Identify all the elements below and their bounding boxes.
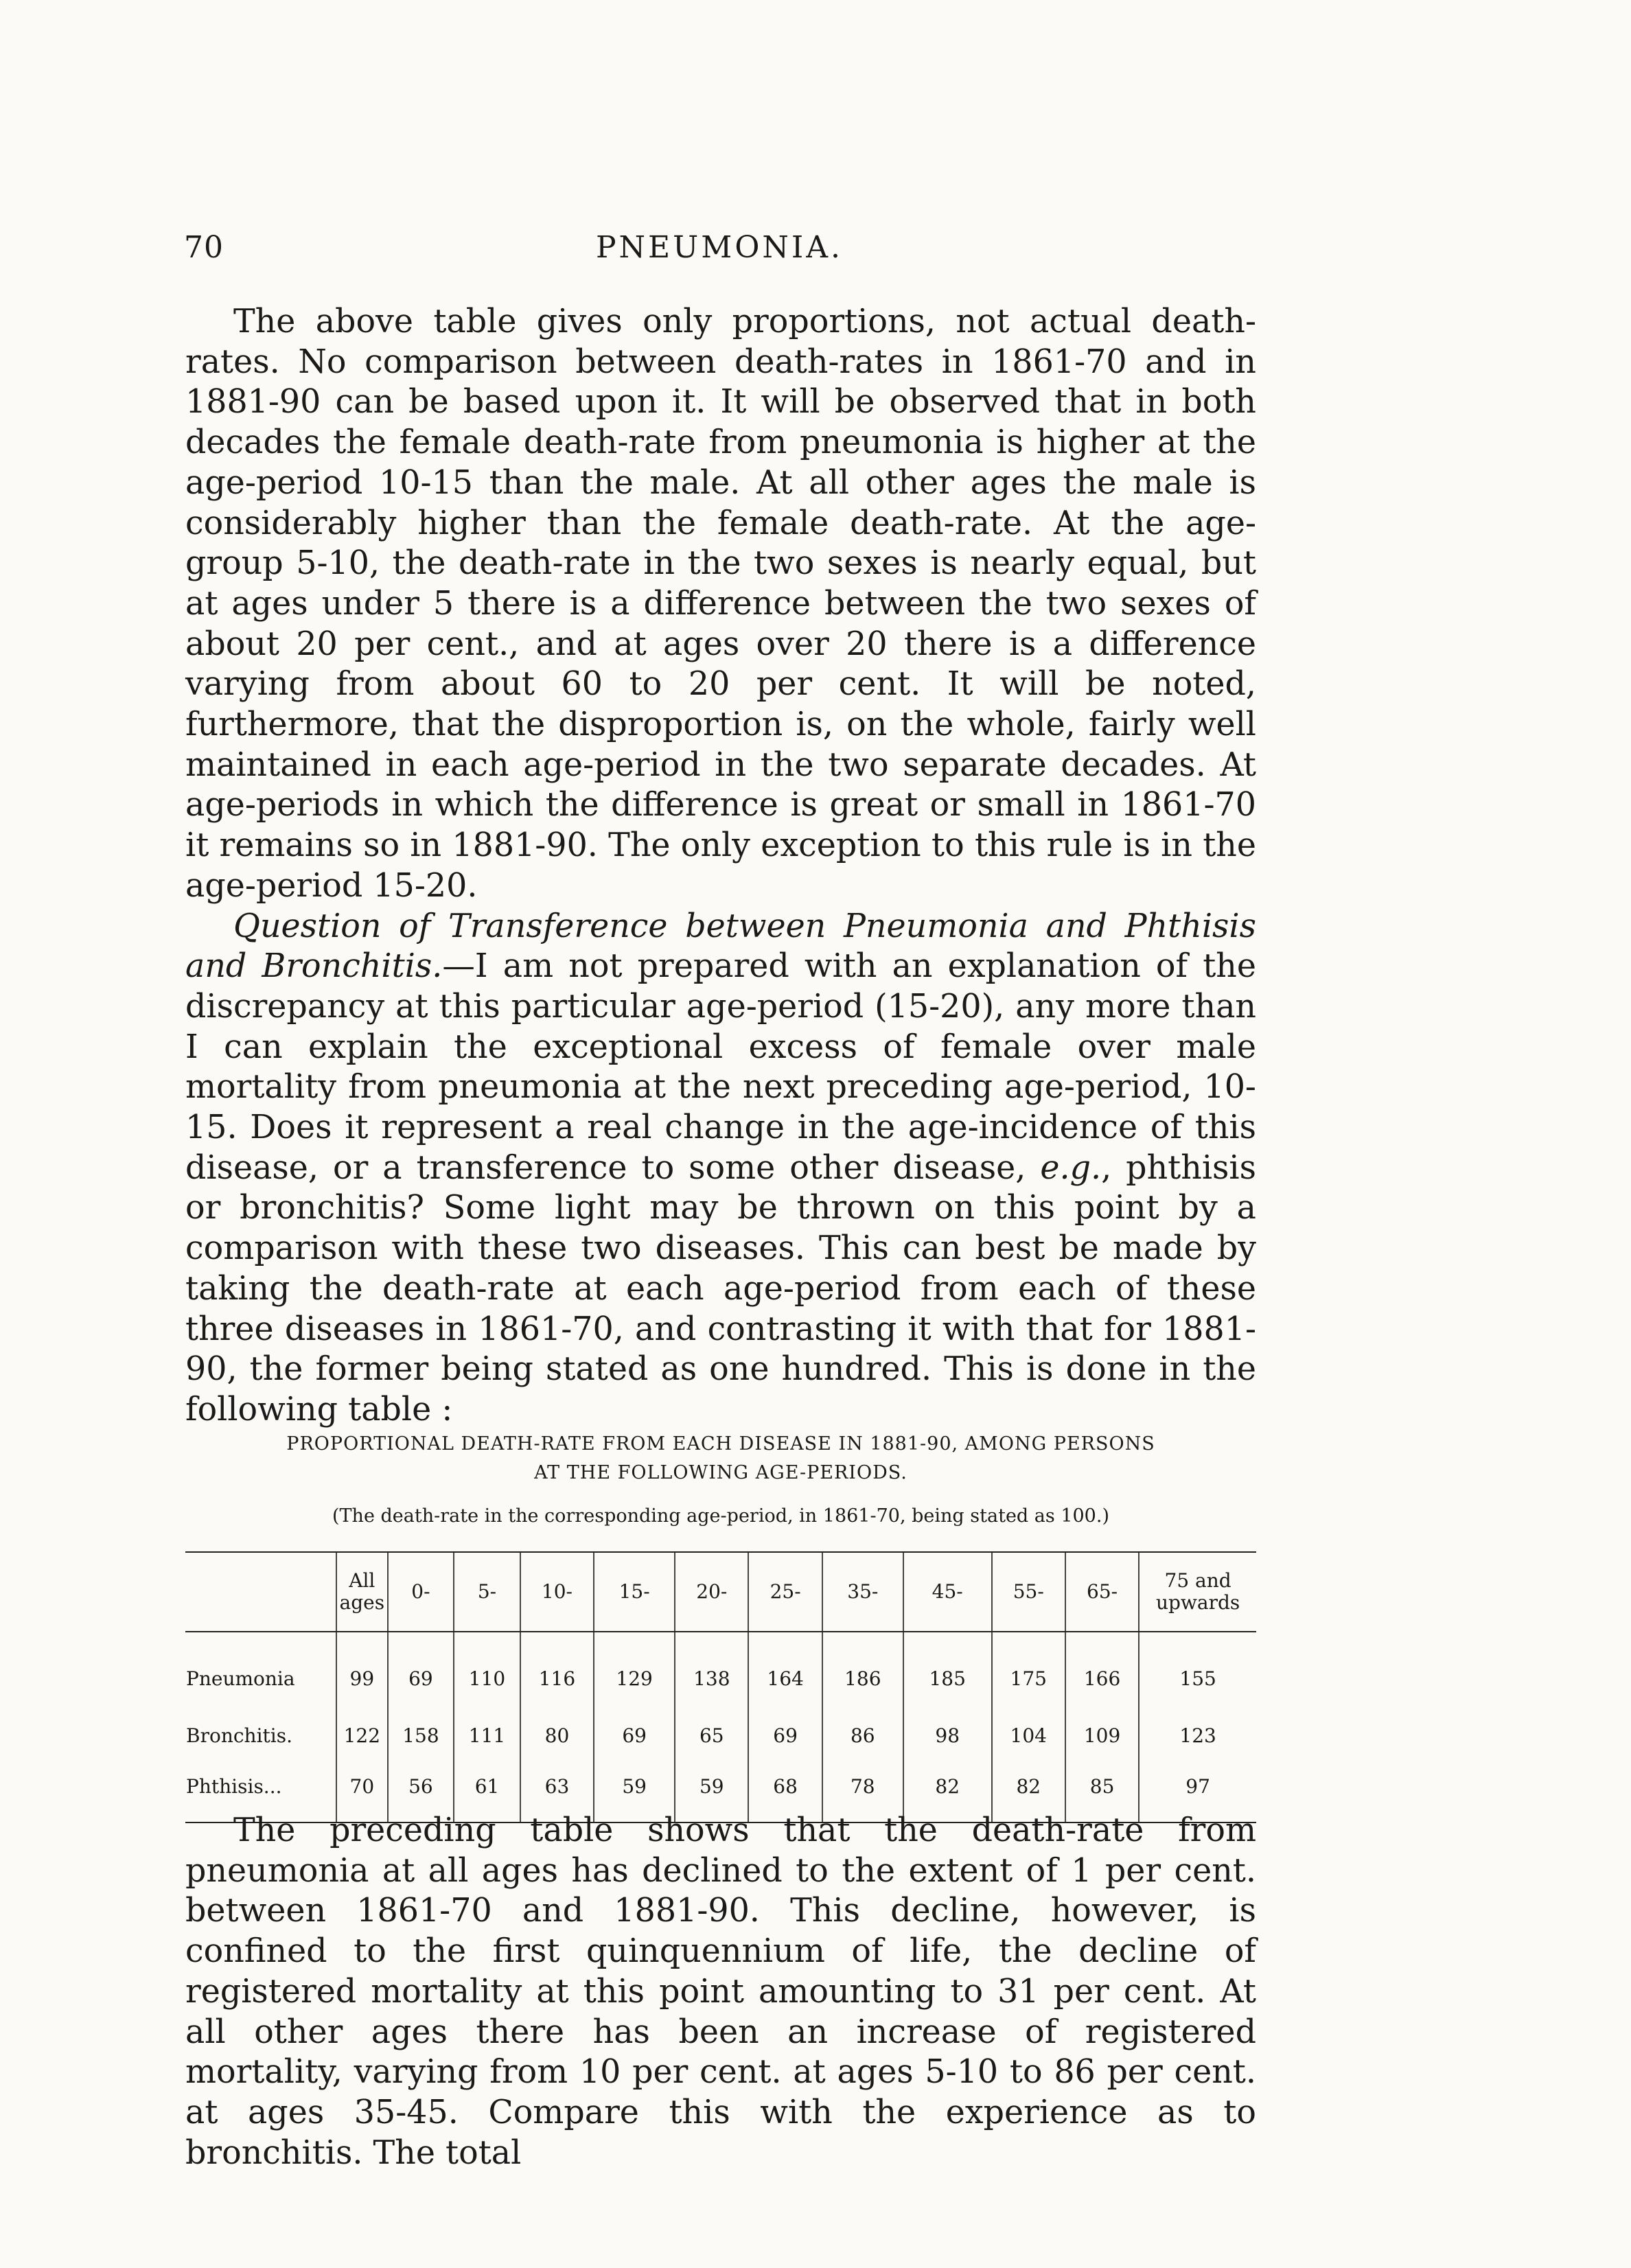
- col-header: 10-: [520, 1552, 594, 1632]
- table-header-row: [185, 1552, 1256, 1632]
- col-header: 35-: [822, 1552, 903, 1632]
- table-title: [185, 1430, 1256, 1488]
- table-cell: 99: [336, 1632, 388, 1710]
- col-header: 55-: [992, 1552, 1065, 1632]
- table-cell: 185: [903, 1632, 992, 1710]
- col-header: 15-: [594, 1552, 675, 1632]
- table-cell: 123: [1139, 1710, 1256, 1761]
- col-header: 75 and upwards: [1139, 1552, 1256, 1632]
- table-cell: 86: [822, 1710, 903, 1761]
- running-title: PNEUMONIA.: [595, 230, 844, 265]
- table-cell: 158: [388, 1710, 454, 1761]
- col-header: 65-: [1065, 1552, 1139, 1632]
- col-header: 20-: [675, 1552, 748, 1632]
- table-cell: 59: [675, 1761, 748, 1822]
- eg-abbreviation: e.g.: [1040, 1148, 1102, 1187]
- table-corner: [185, 1552, 336, 1632]
- row-label: Phthisis...: [185, 1761, 336, 1822]
- col-header: 45-: [903, 1552, 992, 1632]
- table-cell: 69: [594, 1710, 675, 1761]
- table-cell: 82: [992, 1761, 1065, 1822]
- table-note: (The death-rate in the corresponding age-period, in 1861-70, being stated as 100.): [332, 1505, 1109, 1527]
- row-label: Bronchitis.: [186, 1724, 292, 1747]
- table-cell: 122: [336, 1710, 388, 1761]
- table-title-line-2: AT THE FOLLOWING AGE-PERIODS.: [534, 1462, 907, 1483]
- page-number: 70: [184, 230, 224, 265]
- table-cell: 65: [675, 1710, 748, 1761]
- paragraph-2-body: —I am not prepared with an explanation of the discrepancy at this particular age-period (15-20), any more than I can explain the exceptional excess of female over male mortality from pneumonia at the next preceding age-period, 10-15. Does it represent a real change in the age-incidence of this disease, or a transference to some other disease,: [185, 947, 1256, 1187]
- row-label: Pneumonia: [186, 1667, 295, 1690]
- table-cell: 80: [520, 1710, 594, 1761]
- col-header: 25-: [748, 1552, 822, 1632]
- table-cell: 138: [675, 1632, 748, 1710]
- body-text-upper: [185, 302, 1256, 1431]
- death-rate-table: [185, 1551, 1256, 1823]
- section-heading: Question of Transference between Pneumonia and Phthisis and Bronchitis.: [185, 907, 1256, 986]
- table-cell: 61: [454, 1761, 520, 1822]
- table-cell: 69: [748, 1710, 822, 1761]
- table-cell: 82: [903, 1761, 992, 1822]
- table-cell: 63: [520, 1761, 594, 1822]
- table-cell: 69: [388, 1632, 454, 1710]
- table-cell: 186: [822, 1632, 903, 1710]
- table-row: [185, 1632, 1256, 1710]
- table-cell: 56: [388, 1761, 454, 1822]
- page-header: [184, 230, 1255, 278]
- table-cell: 97: [1139, 1761, 1256, 1822]
- table-cell: 78: [822, 1761, 903, 1822]
- paragraph-2-end: , phthisis or bronchitis? Some light may be thrown on this point by a comparison with these two diseases. This can best be made by taking the death-rate at each age-period from each of these three diseases in 1861-70, and contrasting it with that for 1881-90, the former being stated as one hundred. This is done in the following table :: [185, 1148, 1256, 1428]
- table-cell: 104: [992, 1710, 1065, 1761]
- table-cell: 98: [903, 1710, 992, 1761]
- table-cell: 68: [748, 1761, 822, 1822]
- table-cell: 111: [454, 1710, 520, 1761]
- table-cell: 116: [520, 1632, 594, 1710]
- col-header: All ages: [336, 1552, 388, 1632]
- table-cell: 110: [454, 1632, 520, 1710]
- table-row: [185, 1710, 1256, 1761]
- table-cell: 175: [992, 1632, 1065, 1710]
- paragraph-2: [185, 907, 1256, 1431]
- table-cell: 59: [594, 1761, 675, 1822]
- table-cell: 70: [336, 1761, 388, 1822]
- table-cell: 164: [748, 1632, 822, 1710]
- body-text-lower: [185, 1811, 1256, 2173]
- table-cell: 155: [1139, 1632, 1256, 1710]
- table-title-line-1: PROPORTIONAL DEATH-RATE FROM EACH DISEASE IN 1881-90, AMONG PERSONS: [286, 1433, 1155, 1455]
- table-cell: 129: [594, 1632, 675, 1710]
- table-cell: 85: [1065, 1761, 1139, 1822]
- col-header: 0-: [388, 1552, 454, 1632]
- table-cell: 109: [1065, 1710, 1139, 1761]
- paragraph-1: The above table gives only proportions, not actual death-rates. No comparison between death-rates in 1861-70 and in 1881-90 can be based upon it. It will be observed that in both decades the female death-rate from pneumonia is higher at the age-period 10-15 than the male. At all other ages the male is considerably higher than the female death-rate. At the age-group 5-10, the death-rate in the two sexes is nearly equal, but at ages under 5 there is a difference between the two sexes of about 20 per cent., and at ages over 20 there is a difference varying from about 60 to 20 per cent. It will be noted, furthermore, that the disproportion is, on the whole, fairly well maintained in each age-period in the two separate decades. At age-periods in which the difference is great or small in 1861-70 it remains so in 1881-90. The only exception to this rule is in the age-period 15-20.: [185, 303, 1256, 905]
- paragraph-3: The preceding table shows that the death-rate from pneumonia at all ages has declined to the extent of 1 per cent. between 1861-70 and 1881-90. This decline, however, is confined to the first quinquennium of life, the decline of registered mortality at this point amounting to 31 per cent. At all other ages there has been an increase of registered mortality, varying from 10 per cent. at ages 5-10 to 86 per cent. at ages 35-45. Compare this with the experience as to bronchitis. The total: [185, 1812, 1256, 2172]
- col-header: 5-: [454, 1552, 520, 1632]
- table-cell: 166: [1065, 1632, 1139, 1710]
